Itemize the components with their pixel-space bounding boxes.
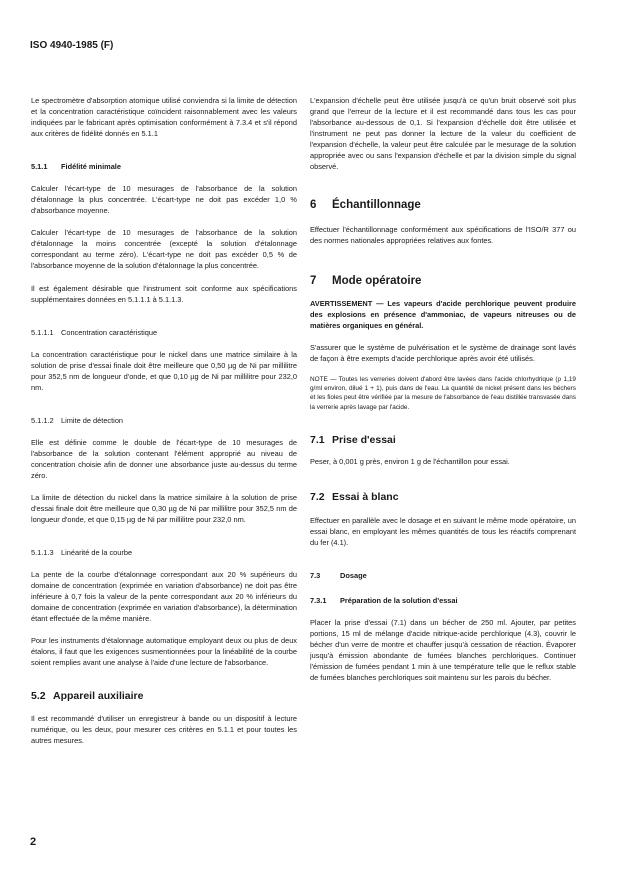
left-column: [31, 95, 297, 746]
heading-7-2: 7.2 Essai à blanc: [310, 490, 399, 503]
paragraph-7-2: Effectuer en parallèle avec le dosage et en suivant le même mode opératoire, un essai blanc, en employant les mêmes quantités de tous les réactifs comprenant du fer (4.1).: [310, 515, 576, 547]
paragraph-5-1-1-1: La concentration caractéristique pour le nickel dans une matrice similaire à la solution de prise d'essai finale doit être meilleure que 0,50 µg de Ni par millilitre pour 352,5 nm de longueur d'onde, et que 0,10 µg de Ni par millilitre pour 232,0 nm.: [31, 350, 297, 392]
paragraph-7-1: Peser, à 0,001 g près, environ 1 g de l'échantillon pour essai.: [310, 456, 510, 466]
paragraph-5-1-1-3-a: La pente de la courbe d'étalonnage correspondant aux 20 % supérieurs du domaine de concentration (exprimée en variation d'absorbance) ne doit pas être inférieure à 0,7 fois la valeur de la pente correspondant aux 20 % inférieurs du domaine de concentration (exprimée en variation d'absorbance), la détermination étant effectuée de la même manière.: [31, 570, 297, 623]
paragraph-5-1-1-b: Calculer l'écart-type de 10 mesurages de l'absorbance de la solution d'étalonnage la moins concentrée (excepté la solution d'étalonnage correspondant au terme zéro). L'écart-type ne doit pas excéder 0,5 % de l'absorbance moyenne de la solution d'étalonnage la plus concentrée.: [31, 228, 297, 270]
heading-5-1-1-2: 5.1.1.2 Limite de détection: [31, 416, 124, 425]
heading-5-1-1-1: 5.1.1.1 Concentration caractéristique: [31, 328, 158, 337]
right-column: [310, 95, 576, 683]
paragraph-scale-expansion: L'expansion d'échelle peut être utilisée jusqu'à ce qu'un bruit observé soit plus grand que l'erreur de la lecture et il est recommandé dans tous les cas pour l'absorbance au-dessous de 0,1. Si l'expansion d'échelle doit être utilisée et l'instrument ne peut pas donner la lecture de la valeur du coefficient de l'expansion d'échelle, la valeur peut être calculée par le mesurage de la solution appropriée avec ou sans l'expansion d'échelle et par la division simple du signal observé.: [310, 96, 576, 171]
intro-paragraph: Le spectromètre d'absorption atomique utilisé conviendra si la limite de détection et la concentration caractéristique coïncident raisonnablement avec les valeurs indiquées par le fabricant après optimisation conformément à 7.3.4 et s'il répond aux critères de fidélité donnés en 5.1.1: [31, 96, 297, 138]
paragraph-5-1-1-c: Il est également désirable que l'instrument soit conforme aux spécifications supplémentaires données en 5.1.1.1 à 5.1.1.3.: [31, 284, 297, 304]
paragraph-5-1-1-2-b: La limite de détection du nickel dans la matrice similaire à la solution de prise d'essai finale doit être meilleure que 0,30 µg de Ni par millilitre pour 352,5 nm de longueur d'onde, et que 0,15 µg de Ni par millilitre pour 232,0 nm.: [31, 493, 297, 524]
heading-5-2: 5.2 Appareil auxiliaire: [31, 690, 144, 702]
paragraph-5-1-1-a: Calculer l'écart-type de 10 mesurages de l'absorbance de la solution d'étalonnage la plus concentrée. L'écart-type ne doit pas excéder 1,0 % d'absorbance moyenne.: [31, 184, 297, 215]
paragraph-7-3-1: Placer la prise d'essai (7.1) dans un bécher de 250 ml. Ajouter, par petites portions, 15 ml de mélange d'acide nitrique-acide perchlorique (4.3), couvrir le bécher d'un verre de montre et chauffer jusqu'à cessation de réaction. Évaporer jusqu'à émission abondante de fumées blanches perchloriques. Continuer l'émission de fumées pendant 1 min à une température telle que le reflux stable de fumées blanches perchloriques soit maintenu sur les parois du bécher.: [310, 617, 576, 682]
heading-5-1-1-3: 5.1.1.3 Linéarité de la courbe: [31, 548, 133, 557]
warning-paragraph: AVERTISSEMENT — Les vapeurs d'acide perchlorique peuvent produire des explosions en présence d'ammoniac, de vapeurs nitreuses ou de matières organiques en général.: [310, 299, 576, 330]
paragraph-5-1-1-2-a: Elle est définie comme le double de l'écart-type de 10 mesurages de l'absorbance de la solution contenant l'élément approprié au niveau de concentration choisie afin de donner une absorbance juste au-dessus du terme zéro.: [31, 438, 297, 480]
heading-5-1-1: 5.1.1 Fidélité minimale: [31, 162, 121, 171]
paragraph-5-1-1-3-b: Pour les instruments d'étalonnage automatique employant deux ou plus de deux étalons, il faut que les exigences susmentionnées pour la linéabilité de la courbe soient remplies avant une analyse à l'aide d'une lecture de l'absorbance.: [31, 636, 297, 667]
heading-6: 6 Échantillonnage: [310, 199, 421, 211]
paragraph-6: Effectuer l'échantillonnage conformément aux spécifications de l'ISO/R 377 ou des normes nationales appropriées relatives aux fontes.: [310, 225, 576, 245]
heading-7-3: 7.3 Dosage: [310, 570, 367, 580]
heading-7-1: 7.1 Prise d'essai: [310, 433, 396, 446]
heading-7: 7 Mode opératoire: [310, 275, 422, 287]
note-paragraph: NOTE — Toutes les verreries doivent d'abord être lavées dans l'acide chlorhydrique (ρ 1,19 g/ml environ, dilué 1 + 1), puis dans de l'eau. La quantité de nickel présent dans les béchers et les fioles peut être vérifiée par la mesure de l'absorbance de l'eau distillée transvasée dans la verrerie après lavage par l'acide.: [310, 376, 576, 411]
heading-7-3-1: 7.3.1 Préparation de la solution d'essai: [310, 595, 458, 605]
page-number: 2: [30, 836, 37, 848]
paragraph-7: S'assurer que le système de pulvérisation et le système de drainage sont lavés de façon à être exempts d'acide perchlorique après avoir été utilisés.: [310, 343, 576, 363]
paragraph-5-2: Il est recommandé d'utiliser un enregistreur à bande ou un dispositif à lecture numérique, ou les deux, pour mesurer ces critères en 5.1.1 et pour toutes les autres mesures.: [31, 714, 297, 745]
standard-header: ISO 4940-1985 (F): [30, 40, 114, 51]
